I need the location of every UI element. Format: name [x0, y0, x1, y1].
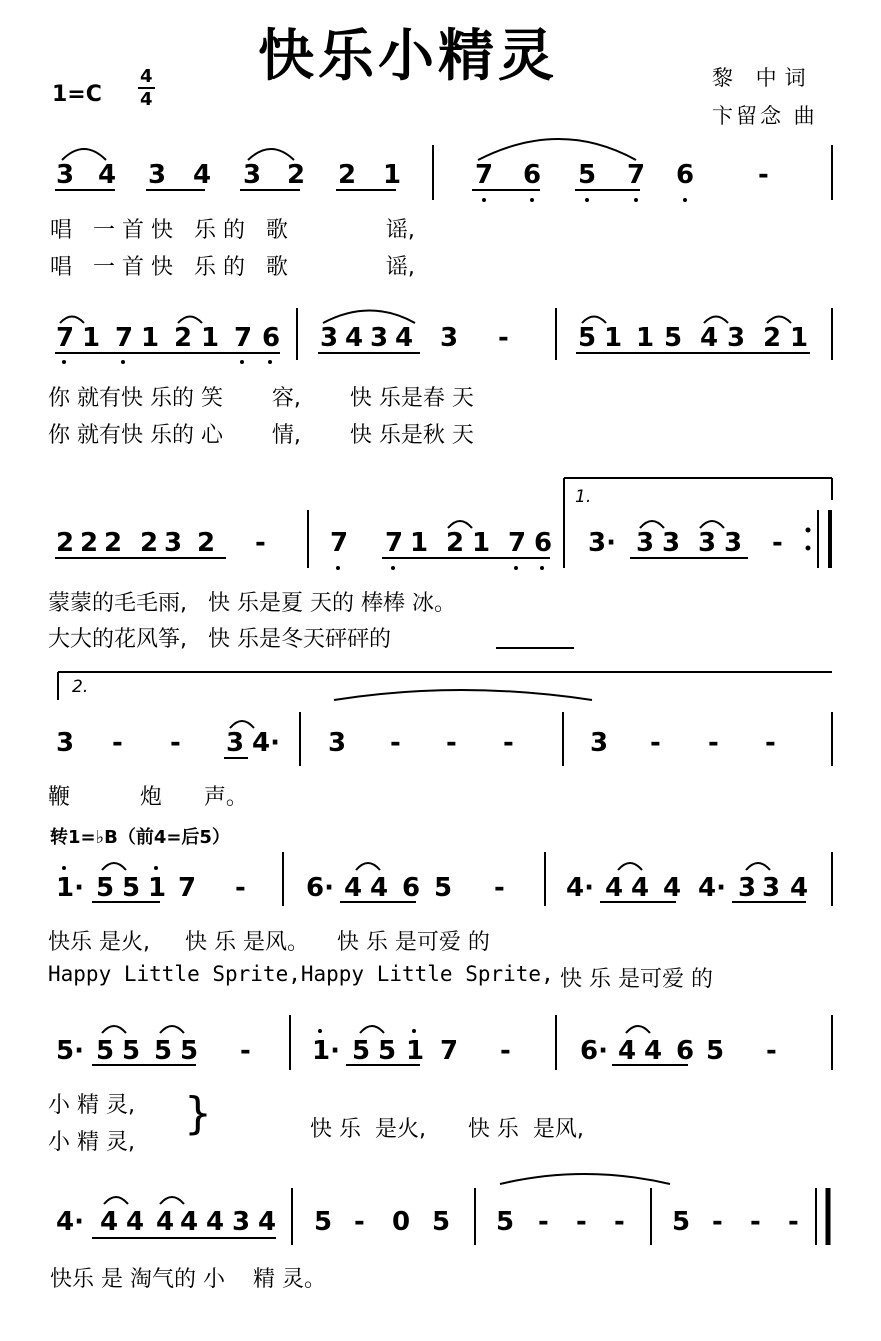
note: 5: [378, 1036, 397, 1066]
lyric-line: 大大的花风筝, 快 乐是冬天砰砰的: [48, 627, 391, 652]
brace-symbol: }: [184, 1088, 212, 1139]
note: -: [765, 728, 776, 758]
note: 3: [243, 160, 262, 190]
note: 1: [148, 873, 167, 903]
lyric-line: 你 就有快 乐的 心 情, 快 乐是秋 天: [48, 423, 474, 448]
note: 6: [676, 160, 695, 190]
lyric-line: 蒙蒙的毛毛雨, 快 乐是夏 天的 棒棒 冰。: [48, 591, 456, 616]
note: 3: [328, 728, 347, 758]
note: 5: [96, 1036, 115, 1066]
note: 3: [56, 728, 75, 758]
lyricist-credit: 黎 中词: [712, 66, 814, 90]
note: -: [712, 1207, 723, 1237]
lyric-line: 快 乐 是可爱 的: [560, 967, 713, 992]
note: 2: [80, 528, 99, 558]
note: 7: [56, 323, 75, 353]
note: -: [503, 728, 514, 758]
note: 1: [410, 528, 429, 558]
note: 5: [352, 1036, 371, 1066]
note: 3: [636, 528, 655, 558]
note: 6: [534, 528, 553, 558]
note: 3·: [588, 528, 616, 558]
note: 3: [698, 528, 717, 558]
note: 4·: [252, 728, 280, 758]
lyric-line: 小 精 灵,: [48, 1093, 135, 1118]
note: 7: [115, 323, 134, 353]
note: 4: [370, 873, 389, 903]
note: -: [255, 528, 266, 558]
note: 5: [672, 1207, 691, 1237]
note: 5: [664, 323, 683, 353]
note: 1: [636, 323, 655, 353]
note: -: [235, 873, 246, 903]
lyric-line: 唱 一 首 快 乐 的 歌 谣,: [50, 218, 415, 243]
note: 7: [508, 528, 527, 558]
note: -: [788, 1207, 799, 1237]
note: 6: [402, 873, 421, 903]
note: 1: [141, 323, 160, 353]
note: 6: [676, 1036, 695, 1066]
note: 2: [197, 528, 216, 558]
note: 4: [98, 160, 117, 190]
lyric-line: 快 乐 是火, 快 乐 是风,: [310, 1117, 584, 1142]
note: 1: [383, 160, 402, 190]
note: 2: [174, 323, 193, 353]
lyric-line: 鞭 炮 声。: [48, 785, 248, 810]
note: 2: [338, 160, 357, 190]
note: -: [390, 728, 401, 758]
lyric-line: 你 就有快 乐的 笑 容, 快 乐是春 天: [48, 386, 474, 411]
note: 4·: [566, 873, 594, 903]
note: 4: [700, 323, 719, 353]
note: -: [650, 728, 661, 758]
note: 1: [82, 323, 101, 353]
note: 1: [604, 323, 623, 353]
note: 5: [434, 873, 453, 903]
note: 5·: [56, 1036, 84, 1066]
note: 3: [56, 160, 75, 190]
note: 3: [226, 728, 245, 758]
note: -: [758, 160, 769, 190]
note: 3: [320, 323, 339, 353]
time-bottom: 4: [140, 89, 153, 110]
note: 3: [724, 528, 743, 558]
note: 7: [440, 1036, 459, 1066]
note: -: [498, 323, 509, 353]
note: 2: [140, 528, 159, 558]
note: -: [500, 1036, 511, 1066]
note: 4: [345, 323, 364, 353]
note: 0: [392, 1207, 411, 1237]
note: 5: [122, 873, 141, 903]
note: 4: [258, 1207, 277, 1237]
note: 3: [738, 873, 757, 903]
note: 3: [370, 323, 389, 353]
note: -: [614, 1207, 625, 1237]
note: 7: [178, 873, 197, 903]
note: 7: [627, 160, 646, 190]
note: 2: [287, 160, 306, 190]
note: 4: [631, 873, 650, 903]
note: 4: [790, 873, 809, 903]
volta-2-label: 2.: [72, 677, 89, 697]
note: -: [576, 1207, 587, 1237]
note: 4: [663, 873, 682, 903]
note: 3: [727, 323, 746, 353]
note: 5: [496, 1207, 515, 1237]
note: 5: [180, 1036, 199, 1066]
key-signature: 1=C: [52, 82, 102, 107]
note: 4: [395, 323, 414, 353]
note: 4: [180, 1207, 199, 1237]
volta-1-label: 1.: [575, 487, 592, 507]
note: -: [708, 728, 719, 758]
composer-credit: 卞留念 曲: [712, 104, 818, 128]
note: 4: [644, 1036, 663, 1066]
note: 3: [662, 528, 681, 558]
note: 6·: [306, 873, 334, 903]
note: -: [750, 1207, 761, 1237]
note: 4: [100, 1207, 119, 1237]
note: 3: [232, 1207, 251, 1237]
note: 4: [344, 873, 363, 903]
note: 4: [126, 1207, 145, 1237]
note: -: [772, 528, 783, 558]
song-title: 快乐小精灵: [258, 24, 558, 89]
note: 5: [706, 1036, 725, 1066]
note: 3: [148, 160, 167, 190]
note: 3: [164, 528, 183, 558]
note: 5: [154, 1036, 173, 1066]
note: 3: [762, 873, 781, 903]
note: 7: [475, 160, 494, 190]
note: 6·: [580, 1036, 608, 1066]
note: 5: [578, 323, 597, 353]
note: 1: [201, 323, 220, 353]
note: 3: [590, 728, 609, 758]
note: 7: [385, 528, 404, 558]
note: 4: [156, 1207, 175, 1237]
time-top: 4: [140, 66, 153, 87]
lyric-line: 快乐 是火, 快 乐 是风。 快 乐 是可爱 的: [48, 930, 490, 955]
note: 4: [206, 1207, 225, 1237]
note: 7: [234, 323, 253, 353]
note: 6: [262, 323, 281, 353]
lyric-line: 小 精 灵,: [48, 1130, 135, 1155]
note: -: [446, 728, 457, 758]
note: 1·: [56, 873, 84, 903]
note: 1·: [312, 1036, 340, 1066]
note: 5: [578, 160, 597, 190]
note: 3: [440, 323, 459, 353]
note: 4·: [56, 1207, 84, 1237]
note: 2: [56, 528, 75, 558]
note: 5: [314, 1207, 333, 1237]
note: 5: [432, 1207, 451, 1237]
lyric-line-english: Happy Little Sprite,Happy Little Sprite,: [48, 962, 554, 986]
note: 5: [122, 1036, 141, 1066]
note: 2: [446, 528, 465, 558]
note: 4: [193, 160, 212, 190]
note: 1: [406, 1036, 425, 1066]
note: 6: [523, 160, 542, 190]
note: -: [112, 728, 123, 758]
note: -: [170, 728, 181, 758]
note: 5: [96, 873, 115, 903]
lyric-line: 快乐 是 淘气的 小 精 灵。: [50, 1267, 326, 1292]
note: 4: [618, 1036, 637, 1066]
note: 7: [330, 528, 349, 558]
lyric-line: 唱 一 首 快 乐 的 歌 谣,: [50, 255, 415, 280]
note: 1: [790, 323, 809, 353]
note: -: [240, 1036, 251, 1066]
note: 1: [472, 528, 491, 558]
note: -: [766, 1036, 777, 1066]
note: 4: [605, 873, 624, 903]
note: -: [354, 1207, 365, 1237]
note: -: [494, 873, 505, 903]
note: -: [538, 1207, 549, 1237]
note: 2: [104, 528, 123, 558]
modulation-marking: 转1=♭B（前4=后5）: [50, 827, 230, 848]
note: 2: [763, 323, 782, 353]
note: 4·: [698, 873, 726, 903]
